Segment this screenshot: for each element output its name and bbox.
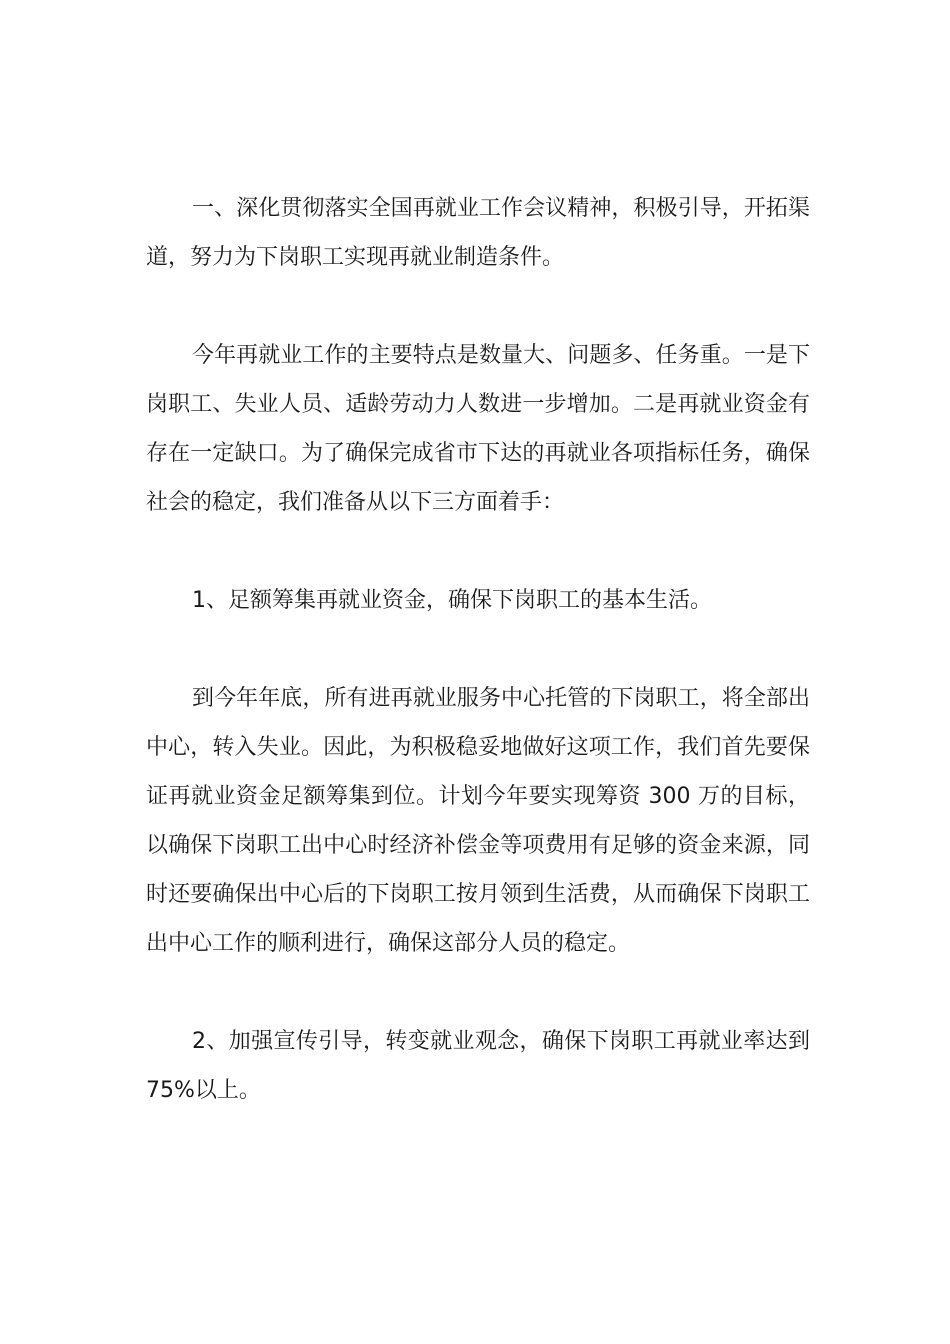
- paragraph-section-heading: 一、深化贯彻落实全国再就业工作会议精神，积极引导，开拓渠道，努力为下岗职工实现再就业制造条件。: [146, 196, 810, 270]
- paragraph-item-1-heading: 1、足额筹集再就业资金，确保下岗职工的基本生活。: [192, 588, 712, 613]
- paragraph-item-2-heading: 2、加强宣传引导，转变就业观念，确保下岗职工再就业率达到 75%以上。: [146, 1029, 810, 1103]
- paragraph-spacer: [146, 625, 810, 674]
- paragraph-spacer: [146, 527, 810, 576]
- paragraph-spacer: [146, 282, 810, 331]
- paragraph-spacer: [146, 968, 810, 1017]
- paragraph-features: 今年再就业工作的主要特点是数量大、问题多、任务重。一是下岗职工、失业人员、适龄劳动力人数进一步增加。二是再就业资金有存在一定缺口。为了确保完成省市下达的再就业各项指标任务，确保社会的稳定，我们准备从以下三方面着手：: [146, 343, 810, 515]
- document-body: [146, 184, 810, 1115]
- paragraph-item-1-body: 到今年年底，所有进再就业服务中心托管的下岗职工，将全部出中心，转入失业。因此，为积极稳妥地做好这项工作，我们首先要保证再就业资金足额筹集到位。计划今年要实现筹资 300 万的目标，以确保下岗职工出中心时经济补偿金等项费用有足够的资金来源，同时还要确保出中心后的下岗职工按月领到生活费，从而确保下岗职工出中心工作的顺利进行，确保这部分人员的稳定。: [146, 686, 810, 956]
